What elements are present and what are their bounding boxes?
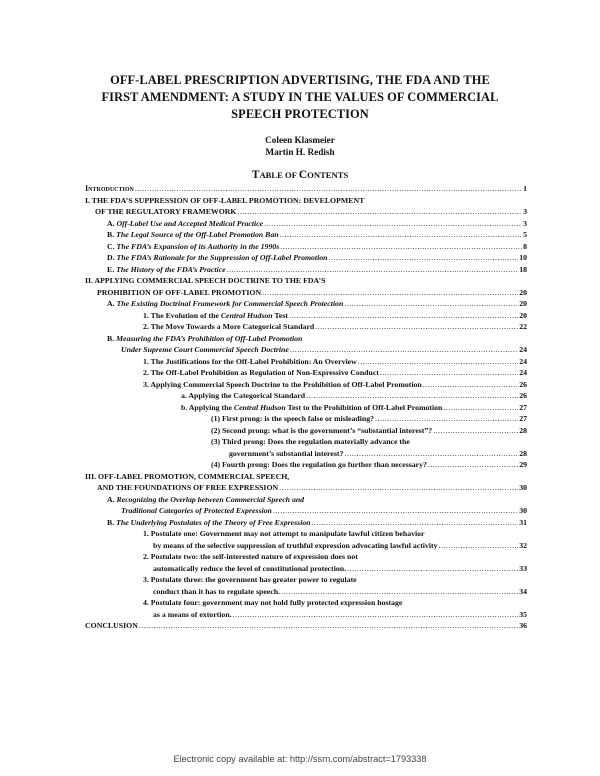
toc-entry-label [97, 482, 278, 494]
toc-page-number: 28 [519, 448, 527, 458]
toc-entry-label [143, 321, 314, 333]
toc-entry[interactable] [85, 413, 527, 425]
toc-entry-text: A. [107, 494, 117, 504]
toc-entry-text: a. Applying the Categorical Standard [181, 391, 306, 400]
toc-entry-label [143, 310, 288, 322]
toc-entry[interactable] [85, 356, 527, 368]
toc-entry[interactable] [85, 275, 527, 287]
toc-entry-text: conduct than it has to regulate speech. [153, 586, 280, 596]
toc-entry[interactable] [85, 494, 527, 506]
toc-page-number: 18 [519, 264, 527, 274]
toc-entry-text: Central Hudson [220, 310, 273, 320]
toc-entry-text: The History of the FDA’s Practice [116, 264, 226, 274]
toc-leader-dots [290, 344, 518, 356]
toc-entry-label [229, 448, 343, 460]
toc-entry-text: 1. Postulate one: Government may not attempt to manipulate lawful citizen behavior [143, 529, 425, 538]
toc-leader-dots [264, 218, 522, 230]
toc-entry[interactable] [85, 425, 527, 437]
toc-entry-text: 2. Postulate two: the self-interested nature of expression does not [143, 552, 358, 561]
toc-entry-text: Test [272, 310, 289, 320]
toc-entry-label [181, 390, 305, 402]
toc-leader-dots [347, 563, 518, 575]
toc-leader-dots [237, 206, 522, 218]
toc-entry-label [211, 425, 432, 437]
toc-entry[interactable] [85, 620, 527, 632]
toc-page-number: 10 [519, 253, 527, 262]
toc-entry[interactable] [85, 574, 527, 586]
paper-title [60, 72, 540, 123]
toc-entry-text: The Underlying Postulates of the Theory of Free Expression [116, 517, 311, 527]
toc-page-number: 5 [523, 230, 527, 239]
toc-entry-text: Traditional Categories of Protected Expression [121, 506, 272, 515]
toc-leader-dots [315, 321, 518, 333]
toc-entry[interactable] [85, 333, 527, 345]
toc-leader-dots [262, 287, 518, 299]
toc-entry-text: A. [107, 218, 117, 228]
toc-entry[interactable] [85, 482, 527, 494]
toc-entry-text: as a means of extortion. [153, 609, 232, 619]
toc-entry-text: Test to the Prohibition of Off-Label Promotion [285, 402, 443, 412]
toc-entry-text: A. [107, 299, 117, 308]
toc-entry-label [107, 494, 304, 506]
toc-leader-dots [227, 264, 519, 276]
toc-entry-text: CONCLUSION [85, 621, 138, 630]
toc-entry-text: The Existing Doctrinal Framework for Commercial Speech Protection [116, 299, 344, 308]
toc-entry-label [121, 344, 289, 356]
toc-page-number: 24 [519, 345, 527, 354]
toc-entry-text: 2. The Move Towards a More Categorical Standard [143, 322, 315, 331]
toc-entry[interactable] [85, 229, 527, 241]
toc-leader-dots [280, 241, 522, 253]
toc-entry-text: E. [107, 264, 117, 274]
toc-entry-label [107, 264, 226, 276]
toc-entry-text: B. [107, 230, 117, 239]
toc-entry-label [107, 333, 302, 345]
toc-entry[interactable] [85, 379, 527, 391]
toc-page-number: 28 [519, 425, 527, 435]
toc-entry-text: III. OFF-LABEL PROMOTION, COMMERCIAL SPEECH, [85, 471, 290, 481]
toc-leader-dots [428, 459, 518, 471]
toc-entry-label [143, 367, 379, 379]
toc-leader-dots [439, 540, 519, 552]
toc-entry[interactable] [85, 241, 527, 253]
toc-page-number: 3 [523, 207, 527, 216]
toc-entry[interactable] [85, 563, 527, 575]
toc-entry[interactable] [85, 344, 527, 356]
toc-leader-dots [233, 609, 519, 621]
toc-page-number: 26 [519, 391, 527, 400]
toc-page-number: 27 [519, 402, 527, 412]
toc-entry-label [153, 563, 346, 575]
toc-page-number: 36 [519, 621, 527, 630]
toc-entry-label [85, 275, 325, 287]
toc-leader-dots [135, 183, 522, 195]
toc-page-number: 20 [519, 287, 527, 297]
toc-entry-label [107, 252, 328, 264]
toc-heading-part: ABLE OF [259, 170, 299, 180]
toc-page-number: 31 [519, 517, 527, 527]
toc-page-number: 29 [519, 460, 527, 469]
toc-page-number: 3 [523, 218, 527, 228]
toc-entry-label [107, 298, 343, 310]
toc-entry-label [107, 241, 279, 253]
toc-entry-label [153, 609, 232, 621]
toc-entry-text: by means of the selective suppression of truthful expression advocating lawful activity [153, 540, 438, 550]
toc-leader-dots [344, 298, 518, 310]
toc-entry[interactable] [85, 390, 527, 402]
toc-entry-text: Central Hudson [233, 402, 286, 412]
toc-entry-text: The FDA’s Rationale for the Suppression of Off-Label Promotion [116, 253, 328, 262]
toc-entry[interactable] [85, 551, 527, 563]
toc-leader-dots [344, 448, 518, 460]
toc-entry-text: B. [107, 517, 117, 527]
toc-leader-dots [358, 356, 518, 368]
toc-entry-text: 1. The Justifications for the Off-Label Prohibition: An Overview [143, 356, 357, 366]
toc-heading-part: T [251, 168, 260, 181]
toc-entry-label [107, 229, 279, 241]
toc-entry-label [143, 356, 357, 368]
toc-leader-dots [433, 425, 518, 437]
toc-entry[interactable] [85, 436, 527, 448]
toc-entry-label [143, 528, 425, 540]
toc-entry[interactable] [85, 540, 527, 552]
toc-entry[interactable] [85, 471, 527, 483]
toc-entry-text: b. Applying the [181, 402, 234, 412]
toc-entry-text: 2. The Off-Label Prohibition as Regulation of Non-Expressive Conduct [143, 368, 379, 377]
title-line: FIRST AMENDMENT: A STUDY IN THE VALUES OF COMMERCIAL [101, 90, 499, 104]
toc-entry[interactable] [85, 252, 527, 264]
toc-page-number: 33 [519, 563, 527, 573]
author-name: Coleen Klasmeier [265, 135, 335, 145]
toc-page-number: 24 [519, 356, 527, 366]
toc-page-number: 20 [519, 310, 527, 320]
toc-entry-label [143, 551, 358, 563]
toc-entry-text: Off-Label Use and Accepted Medical Practice [116, 218, 264, 228]
toc-page-number: 22 [519, 322, 527, 331]
toc-page-number: 30 [519, 506, 527, 515]
toc-leader-dots [423, 379, 518, 391]
toc-entry-label [143, 574, 357, 586]
toc-entry-label [211, 459, 427, 471]
toc-leader-dots [312, 517, 519, 529]
toc-entry-text: (3) Third prong: Does the regulation materially advance the [211, 437, 410, 446]
toc-entry-label [85, 620, 138, 632]
toc-leader-dots [375, 413, 518, 425]
toc-entry-label [85, 471, 289, 483]
toc-entry[interactable] [85, 218, 527, 230]
toc-entry[interactable] [85, 287, 527, 299]
toc-entry-text: 3. Applying Commercial Speech Doctrine to the Prohibition of Off-Label Promotion [143, 379, 422, 389]
toc-page-number: 24 [519, 368, 527, 377]
toc-entry-label [153, 540, 438, 552]
toc-entry[interactable] [85, 183, 527, 195]
toc-entry-text: (2) Second prong: what is the government’s “substantial interest”? [211, 425, 433, 435]
toc-entry-label [121, 505, 272, 517]
title-line: SPEECH PROTECTION [231, 107, 369, 121]
toc-entry[interactable] [85, 459, 527, 471]
toc-entry[interactable] [85, 195, 527, 207]
toc-entry[interactable] [85, 298, 527, 310]
toc-entry-label [85, 195, 364, 207]
toc-page-number: 27 [519, 414, 527, 423]
toc-entry-text: D. [107, 253, 117, 262]
toc-entry-text: government’s substantial interest? [229, 448, 344, 458]
toc-entry[interactable] [85, 505, 527, 517]
toc-page-number: 32 [519, 540, 527, 550]
toc-entry[interactable] [85, 528, 527, 540]
toc-entry[interactable] [85, 367, 527, 379]
toc-entry-label [211, 413, 374, 425]
toc-leader-dots [273, 505, 518, 517]
toc-entry[interactable] [85, 609, 527, 621]
toc-entry[interactable] [85, 448, 527, 460]
toc-page-number: 20 [519, 299, 527, 308]
toc-entry-text: The FDA’s Expansion of its Authority in the 1990s [116, 241, 280, 251]
toc-entry-label [143, 379, 422, 391]
toc-entry-label [211, 436, 410, 448]
toc-entry-text: Introduction [85, 184, 134, 193]
toc-entry-label [107, 517, 311, 529]
toc-entry-label [107, 218, 263, 230]
toc-entry-label [95, 206, 236, 218]
toc-entry[interactable] [85, 402, 527, 414]
toc-leader-dots [329, 252, 519, 264]
toc-entry[interactable] [85, 206, 527, 218]
toc-entry-text: PROHIBITION OF OFF-LABEL PROMOTION [97, 287, 262, 297]
toc-entry[interactable] [85, 597, 527, 609]
toc-entry-text: 4. Postulate four: government may not hold fully protected expression hostage [143, 598, 403, 607]
toc-leader-dots [306, 390, 518, 402]
toc-leader-dots [380, 367, 518, 379]
toc-entry-label [85, 183, 134, 195]
toc-page-number: 34 [519, 586, 527, 596]
toc-entry-label [97, 287, 261, 299]
toc-entry[interactable] [85, 310, 527, 322]
toc-entry-text: C. [107, 241, 117, 251]
toc-entry-text: B. [107, 333, 117, 343]
toc-entry-text: OF THE REGULATORY FRAMEWORK [95, 207, 237, 216]
toc-entry[interactable] [85, 264, 527, 276]
author-list [200, 134, 400, 158]
toc-leader-dots [443, 402, 518, 414]
toc-page-number: 26 [519, 379, 527, 389]
toc-heading [150, 168, 450, 182]
toc-heading-part: C [298, 168, 308, 181]
toc-leader-dots [279, 482, 518, 494]
toc-entry-text: I. THE FDA’S SUPPRESSION OF OFF-LABEL PROMOTION: DEVELOPMENT [85, 195, 365, 205]
toc-entry-text: 1. The Evolution of the [143, 310, 221, 320]
toc-entry[interactable] [85, 321, 527, 333]
toc-entry-text: 3. Postulate three: the government has greater power to regulate [143, 575, 357, 584]
toc-entry-text: The Legal Source of the Off-Label Promotion Ban [116, 230, 279, 239]
toc-entry-text: II. APPLYING COMMERCIAL SPEECH DOCTRINE TO THE FDA’S [85, 276, 326, 285]
toc-entry-text: (1) First prong: is the speech false or misleading? [211, 414, 375, 423]
table-of-contents [85, 183, 527, 632]
toc-leader-dots [139, 620, 518, 632]
toc-leader-dots [289, 310, 518, 322]
toc-leader-dots [281, 586, 518, 598]
toc-entry-label [143, 597, 402, 609]
toc-entry[interactable] [85, 586, 527, 598]
toc-entry-label [181, 402, 442, 414]
toc-page-number: 35 [519, 609, 527, 619]
footer-note: Electronic copy available at: http://ssrn.com/abstract=1793338 [173, 754, 427, 764]
toc-entry[interactable] [85, 517, 527, 529]
title-line: OFF-LABEL PRESCRIPTION ADVERTISING, THE FDA AND THE [110, 73, 490, 87]
toc-page-number: 8 [523, 241, 527, 251]
toc-heading-part: ONTENTS [307, 170, 349, 180]
toc-entry-text: Measuring the FDA’s Prohibition of Off-Label Promotion [116, 333, 303, 343]
toc-leader-dots [280, 229, 522, 241]
toc-entry-text: (4) Fourth prong: Does the regulation go further than necessary? [211, 460, 427, 469]
toc-page-number: 1 [523, 184, 527, 193]
toc-entry-text: automatically reduce the level of constitutional protection. [153, 563, 347, 573]
toc-entry-text: AND THE FOUNDATIONS OF FREE EXPRESSION [97, 483, 279, 492]
toc-entry-label [153, 586, 280, 598]
toc-entry-text: Under Supreme Court Commercial Speech Doctrine [121, 345, 289, 354]
toc-page-number: 30 [519, 483, 527, 492]
author-name: Martin H. Redish [265, 147, 335, 157]
toc-entry-text: Recognizing the Overlap between Commercial Speech and [116, 494, 305, 504]
